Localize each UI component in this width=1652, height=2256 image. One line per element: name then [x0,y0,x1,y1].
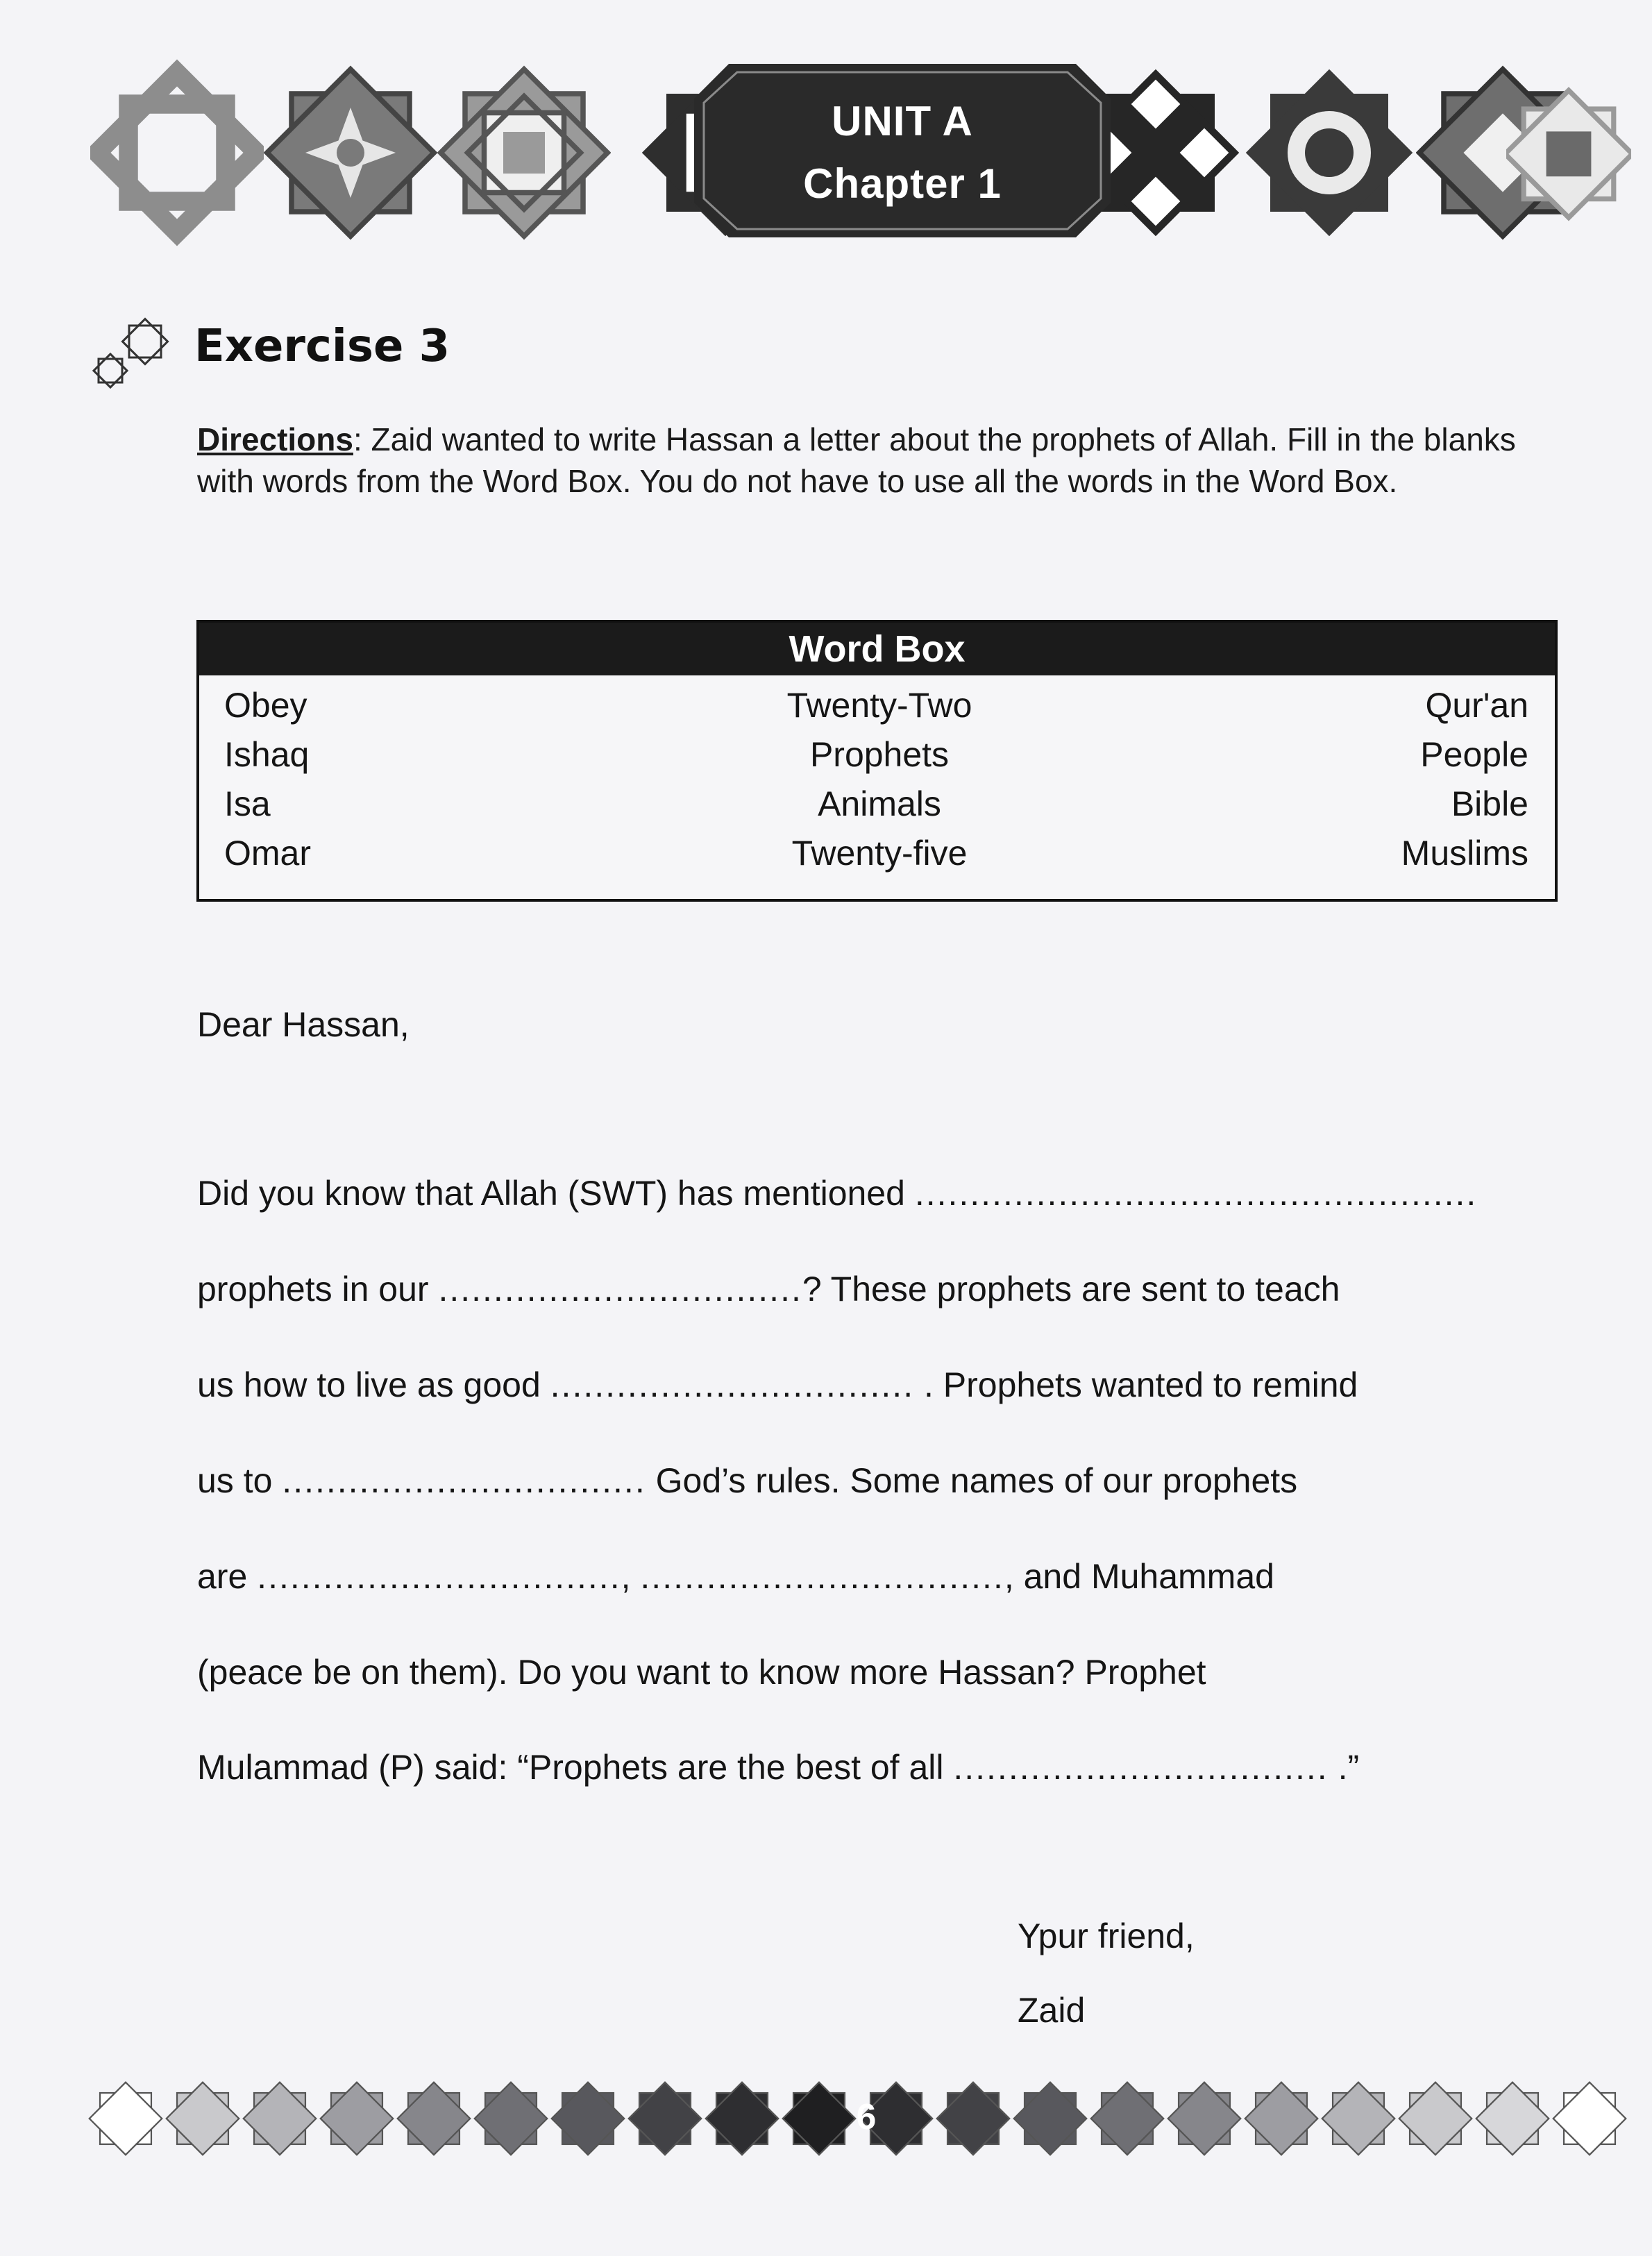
letter-line [197,1269,1340,1309]
directions-label: Directions [197,421,353,457]
word-box-word: Qur'an [1425,686,1528,725]
letter-text: us how to live as good [197,1365,550,1404]
fill-in-blank[interactable]: ................................. [550,1365,915,1404]
word-box-word: Isa [224,784,271,823]
footer-star-icon [318,2080,396,2157]
footer-star-icon [1551,2080,1628,2157]
chapter-title: Chapter 1 [803,160,1002,207]
letter-closing: Ypur friend, [1018,1917,1195,1955]
footer-star-icon [87,2080,165,2157]
word-box-word: Bible [1451,784,1528,823]
footer-star-icon [626,2080,704,2157]
ornament-icon [90,59,264,246]
letter-text: Mulammad (P) said: “Prophets are the best of all [197,1748,954,1787]
footer-star-icon [934,2080,1012,2157]
word-box-column-middle [616,681,1143,878]
unit-chapter-plaque [694,64,1111,237]
star-cluster-icon [89,316,183,399]
word-box-column-left [224,681,311,878]
fill-in-blank[interactable]: ................................. [257,1557,621,1596]
footer-star-icon [549,2080,627,2157]
letter-text: are [197,1557,258,1596]
letter-line [197,1556,1274,1597]
footer-star-icon [1242,2080,1320,2157]
letter-text: .” [1328,1748,1360,1787]
word-box-title: Word Box [199,623,1555,675]
letter-text: prophets in our [197,1270,439,1308]
letter-text: (peace be on them). Do you want to know more Hassan? Prophet [197,1653,1206,1692]
letter-text: us to [197,1461,283,1500]
word-box-word: People [1420,735,1528,774]
footer-star-icon [472,2080,550,2157]
letter-text: , and Muhammad [1004,1557,1274,1596]
footer-star-icon [1088,2080,1166,2157]
exercise-title: Exercise 3 [194,321,450,372]
letter-line [197,1173,1477,1213]
page-number: 6 [856,2097,877,2137]
directions-text: : Zaid wanted to write Hassan a letter about the prophets of Allah. Fill in the blanks with words from the Word Box. You do not have to use all the words in the Word Box. [197,421,1516,499]
letter-text: ? These prophets are sent to teach [802,1270,1340,1308]
word-box-word: Muslims [1401,834,1528,873]
fill-in-blank[interactable]: ................................. [282,1461,646,1500]
letter-line [197,1652,1206,1692]
word-box-word: Prophets [809,735,950,774]
letter-greeting: Dear Hassan, [197,1005,410,1044]
letter-text: . Prophets wanted to remind [914,1365,1358,1404]
footer-star-icon [241,2080,319,2157]
letter-text: , [621,1557,641,1596]
footer-star-icon [1320,2080,1397,2157]
letter-line [197,1365,1358,1405]
ornament-icon [264,59,437,246]
word-box-word: Twenty-five [791,834,968,873]
footer-star-icon [1474,2080,1551,2157]
footer-star-icon [1165,2080,1243,2157]
directions [197,419,1565,502]
fill-in-blank[interactable]: ................................................... [914,1174,1478,1213]
fill-in-blank[interactable]: ................................. [640,1557,1004,1596]
fill-in-blank[interactable]: ................................. [438,1270,802,1308]
word-box-word: Animals [818,784,941,823]
footer-star-icon [703,2080,781,2157]
fill-in-blank[interactable]: .................................. [953,1748,1329,1787]
footer-star-icon [1397,2080,1474,2157]
word-box-word: Twenty-Two [786,686,972,725]
footer-star-icon [395,2080,473,2157]
letter-signature: Zaid [1018,1991,1086,2030]
word-box-column-right [1401,681,1528,878]
letter-line [197,1460,1297,1501]
word-box-word: Ishaq [224,735,310,774]
letter-line [197,1747,1359,1787]
footer-star-icon [1011,2080,1089,2157]
ornament-icon [1242,59,1416,246]
word-box-word: Obey [224,686,307,725]
footer-star-icon [164,2080,242,2157]
ornament-icon [1506,59,1631,246]
word-box-word: Omar [224,834,311,873]
word-box [196,620,1558,902]
unit-title: UNIT A [832,98,973,144]
letter-text: God’s rules. Some names of our prophets [646,1461,1298,1500]
ornament-icon [437,59,611,246]
letter-text: Did you know that Allah (SWT) has mentioned [197,1174,915,1213]
